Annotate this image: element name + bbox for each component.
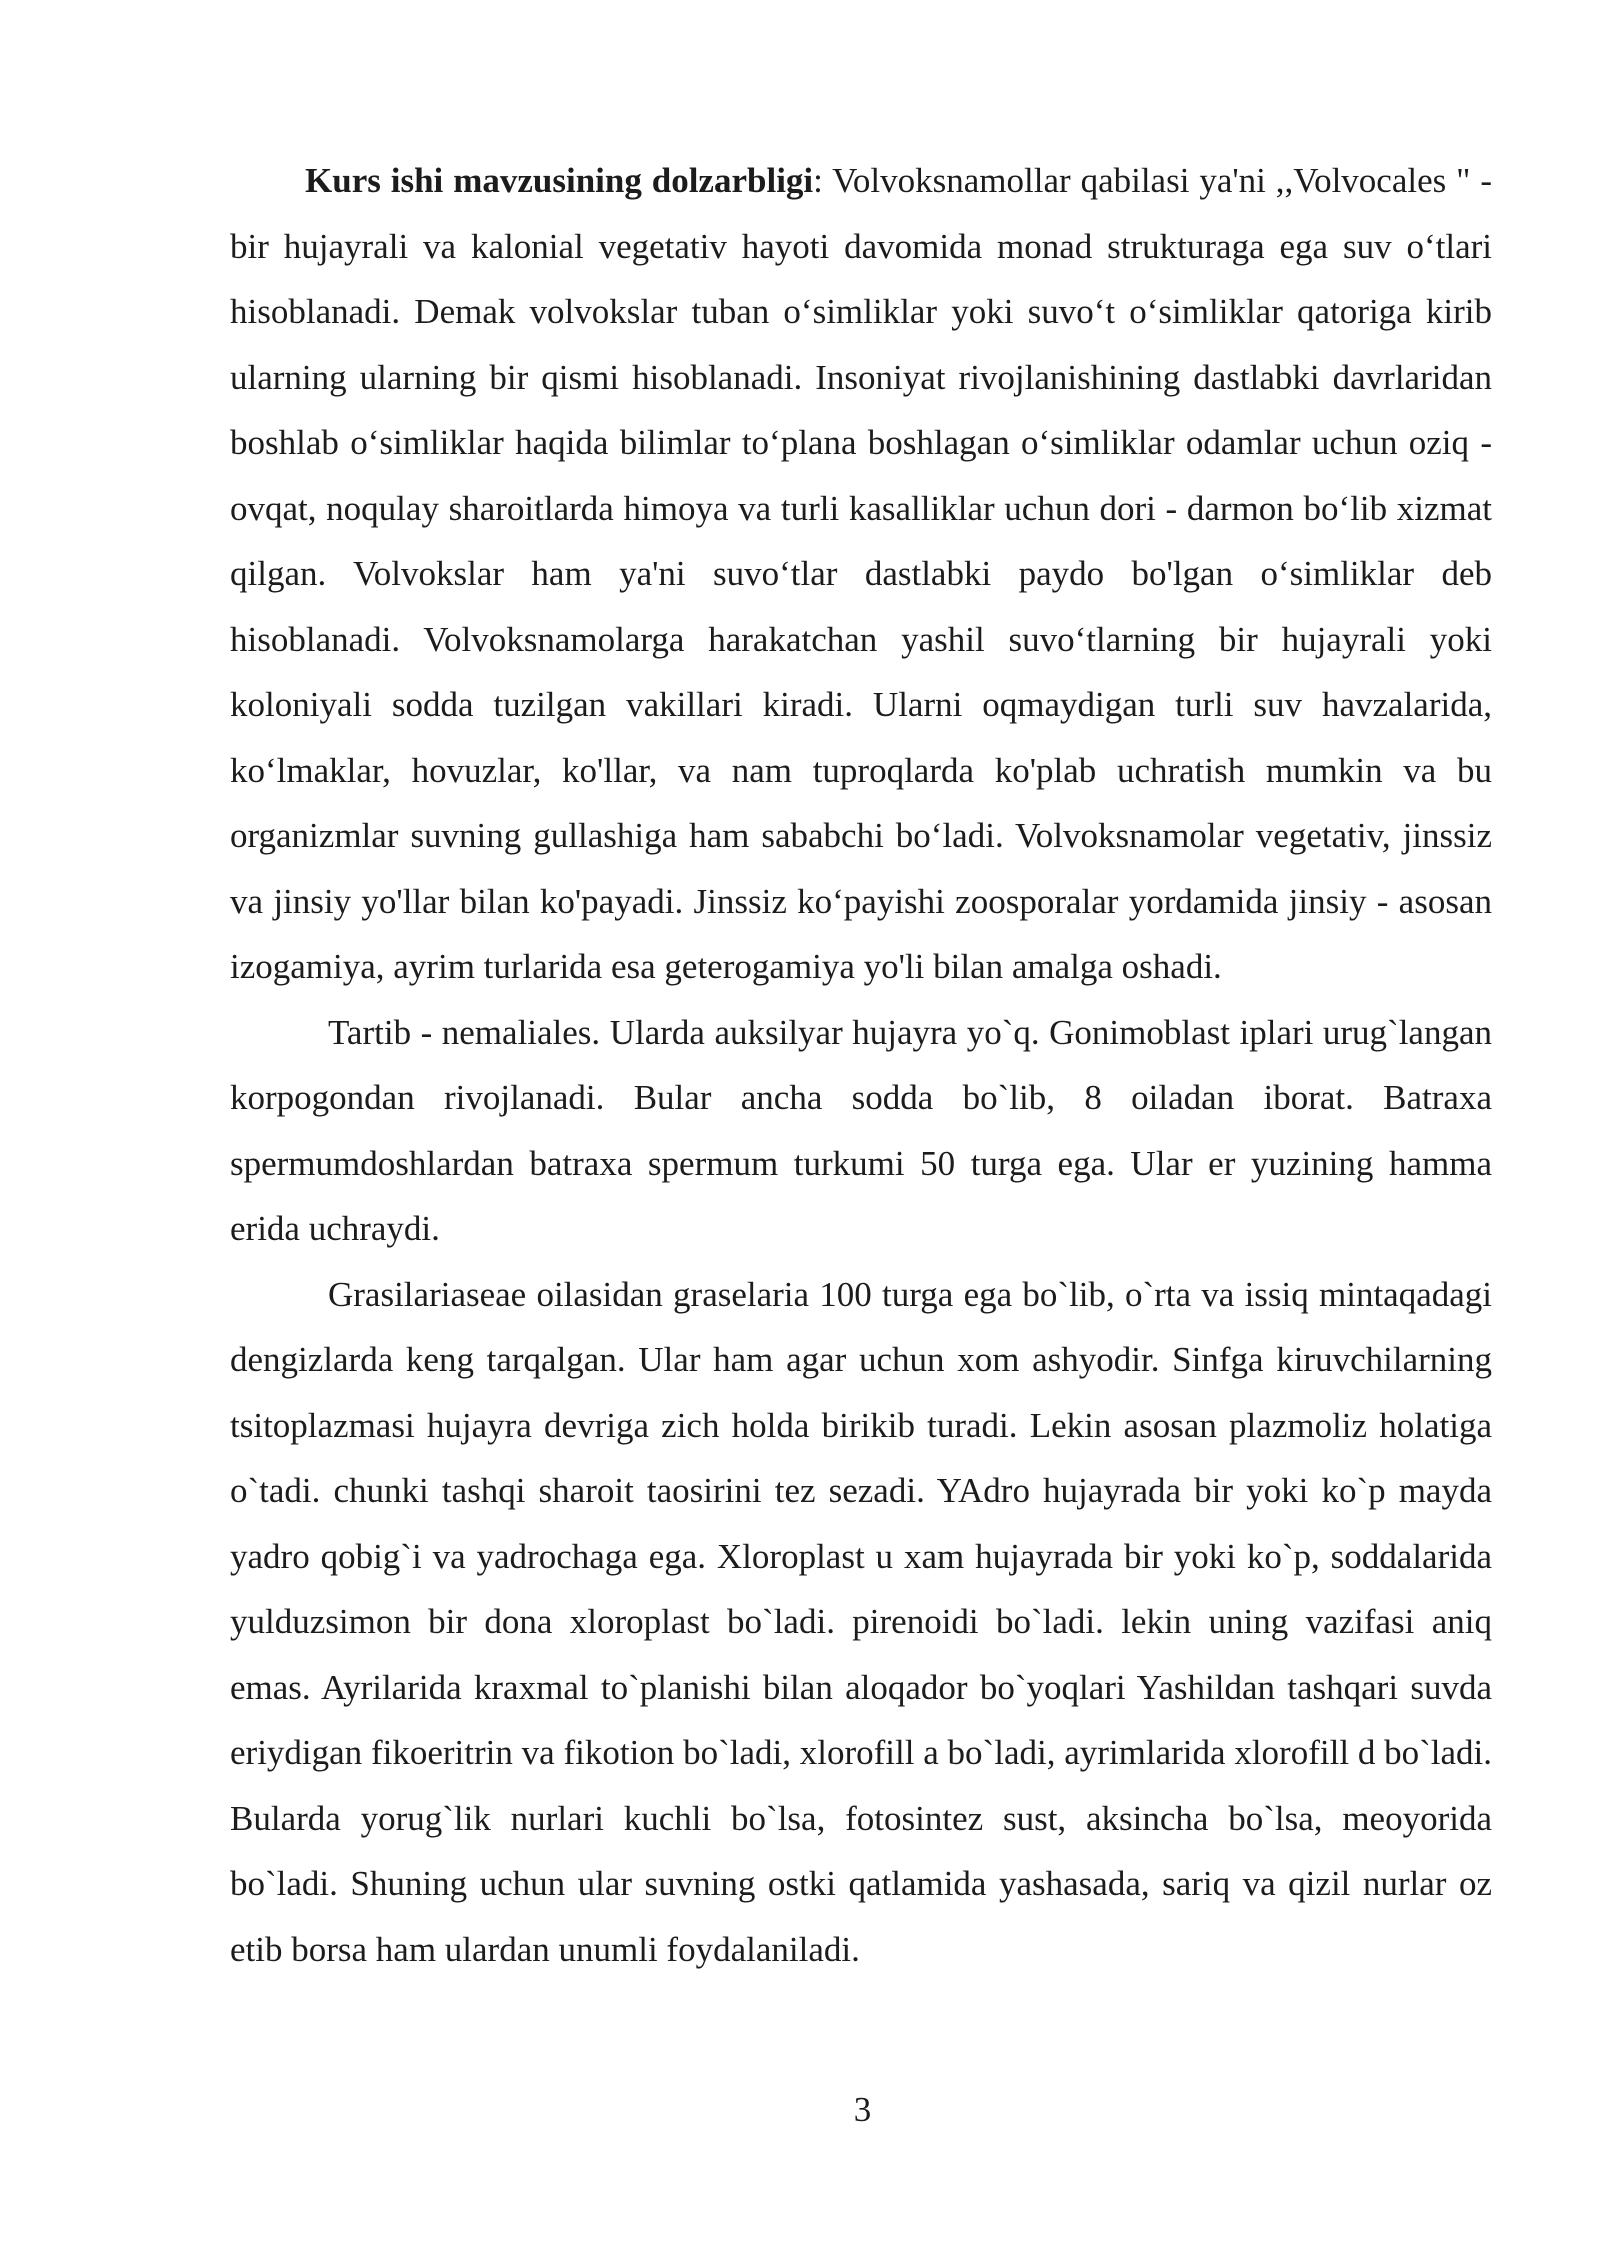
paragraph-relevance bbox=[230, 148, 1492, 1000]
paragraph-grasilariaseae: Grasilariaseae oilasidan graselaria 100 turga ega bo`lib, o`rta va issiq mintaqadagi dengizlarda keng tarqalgan. Ular ham agar uchun xom ashyodir. Sinfga kiruvchilarning tsitoplazmasi hujayra devriga zich holda birikib turadi. Lekin asosan plazmoliz holatiga o`tadi. chunki tashqi sharoit taosirini tez sezadi. YAdro hujayrada bir yoki ko`p mayda yadro qobig`i va yadrochaga ega. Xloroplast u xam hujayrada bir yoki ko`p, soddalarida yulduzsimon bir dona xloroplast bo`ladi. pirenoidi bo`ladi. lekin uning vazifasi aniq emas. Ayrilarida kraxmal to`planishi bilan aloqador bo`yoqlari Yashildan tashqari suvda eriydigan fikoeritrin va fikotion bo`ladi, xlorofill a bo`ladi, ayrimlarida xlorofill d bo`ladi. Bularda yorug`lik nurlari kuchli bo`lsa, fotosintez sust, aksincha bo`lsa, meoyorida bo`ladi. Shuning uchun ular suvning ostki qatlamida yashasada, sariq va qizil nurlar oz etib borsa ham ulardan unumli foydalaniladi. bbox=[230, 1274, 1492, 1969]
heading-separator: : bbox=[813, 161, 823, 200]
paragraph-nemaliales: Tartib - nemaliales. Ularda auksilyar hujayra yo`q. Gonimoblast iplari urug`langan korpogondan rivojlanadi. Bular ancha sodda bo`lib, 8 oiladan iborat. Batraxa spermumdoshlardan batraxa spermum turkumi 50 turga ega. Ular er yuzining hamma erida uchraydi. bbox=[230, 1012, 1492, 1248]
page-number: 3 bbox=[853, 2090, 872, 2129]
document-body bbox=[230, 148, 1492, 1982]
paragraph-heading: Kurs ishi mavzusining dolzarbligi bbox=[305, 161, 814, 200]
paragraph-text: Volvoksnamollar qabilasi ya'ni ,,Volvocales " - bir hujayrali va kalonial vegetativ hayoti davomida monad strukturaga ega suv oʻtlari hisoblanadi. Demak volvokslar tuban oʻsimliklar yoki suvoʻt oʻsimliklar qatoriga kirib ularning ularning bir qismi hisoblanadi. Insoniyat rivojlanishining dastlabki davrlaridan boshlab oʻsimliklar haqida bilimlar toʻplana boshlagan oʻsimliklar odamlar uchun oziq - ovqat, noqulay sharoitlarda himoya va turli kasalliklar uchun dori - darmon boʻlib xizmat qilgan. Volvokslar ham ya'ni suvoʻtlar dastlabki paydo bo'lgan oʻsimliklar deb hisoblanadi. Volvoksnamolarga harakatchan yashil suvoʻtlarning bir hujayrali yoki koloniyali sodda tuzilgan vakillari kiradi. Ularni oqmaydigan turli suv havzalarida, koʻlmaklar, hovuzlar, ko'llar, va nam tuproqlarda ko'plab uchratish mumkin va bu organizmlar suvning gullashiga ham sababchi boʻladi. Volvoksnamolar vegetativ, jinssiz va jinsiy yo'llar bilan ko'payadi. Jinssiz koʻpayishi zoosporalar yordamida jinsiy - asosan izogamiya, ayrim turlarida esa geterogamiya yo'li bilan amalga oshadi. bbox=[230, 161, 1492, 986]
